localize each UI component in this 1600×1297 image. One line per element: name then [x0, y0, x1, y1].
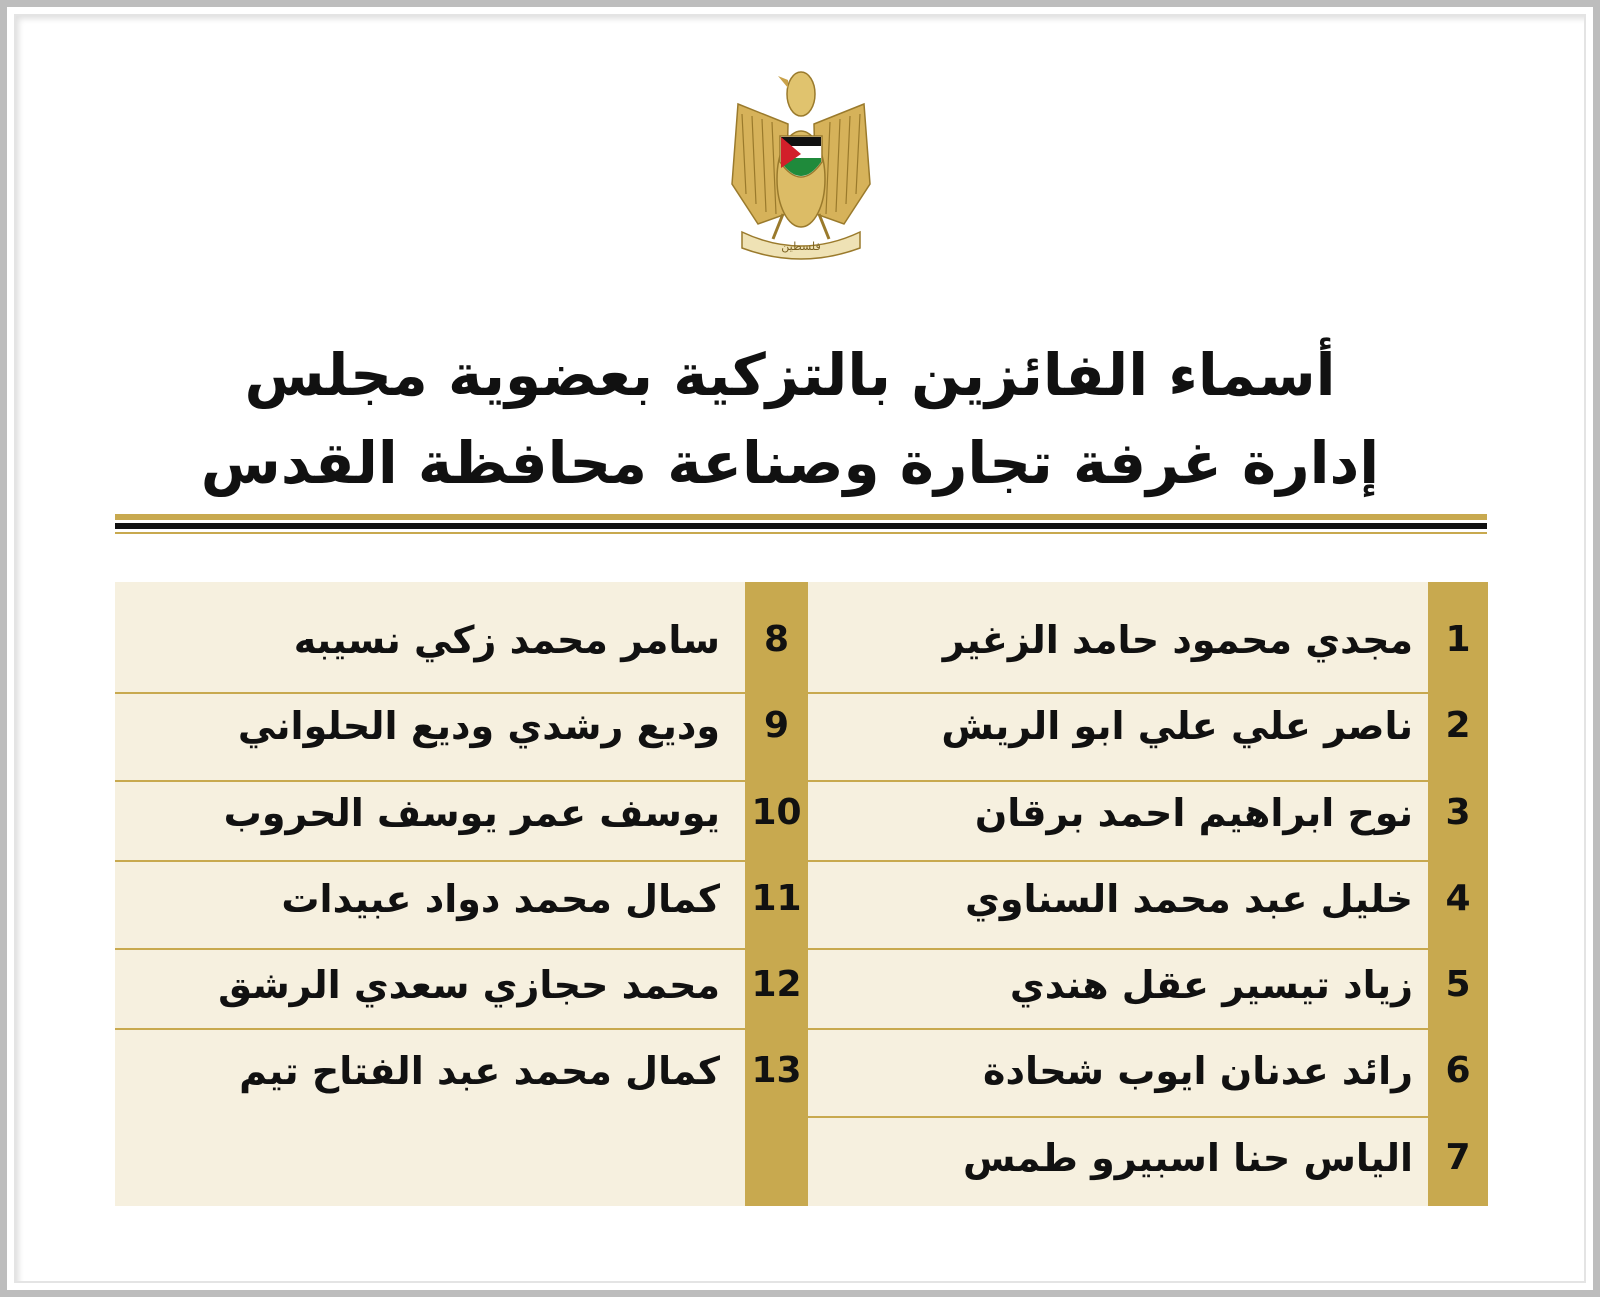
member-number: 8 — [763, 619, 790, 660]
member-name: نوح ابراهيم احمد برقان — [974, 791, 1413, 835]
member-name: كمال محمد عبد الفتاح تيم — [239, 1049, 720, 1093]
member-name: رائد عدنان ايوب شحادة — [983, 1049, 1413, 1093]
list-item — [808, 856, 1488, 942]
member-number: 11 — [751, 878, 802, 919]
list-item — [115, 1028, 808, 1114]
member-number: 12 — [751, 964, 802, 1005]
title-rule-gold-top — [115, 514, 1487, 520]
list-item — [808, 770, 1488, 856]
member-name: محمد حجازي سعدي الرشق — [218, 963, 720, 1007]
list-item — [808, 597, 1488, 683]
list-item — [808, 942, 1488, 1028]
member-name: يوسف عمر يوسف الحروب — [223, 791, 720, 835]
list-item — [808, 1028, 1488, 1114]
list-item — [115, 856, 808, 942]
member-name: كمال محمد دواد عبيدات — [281, 877, 720, 921]
member-number: 13 — [751, 1050, 802, 1091]
member-number: 3 — [1445, 792, 1471, 833]
member-number: 7 — [1445, 1137, 1471, 1178]
member-number: 9 — [763, 705, 790, 746]
member-number: 1 — [1445, 619, 1471, 660]
list-item — [808, 1115, 1488, 1201]
list-item — [808, 683, 1488, 769]
list-item — [115, 942, 808, 1028]
list-item — [115, 597, 808, 683]
list-item — [115, 770, 808, 856]
title-rule-gold-bottom — [115, 532, 1487, 534]
member-name: خليل عبد محمد السناوي — [965, 877, 1413, 921]
list-item — [115, 683, 808, 769]
palestine-eagle-emblem-icon — [728, 64, 874, 262]
page-title-line-1: أسماء الفائزين بالتزكية بعضوية مجلس — [244, 341, 1336, 409]
member-name: سامر محمد زكي نسيبه — [293, 618, 720, 662]
member-name: ناصر علي علي ابو الريش — [941, 704, 1413, 748]
member-number: 2 — [1445, 705, 1471, 746]
page-title-line-2: إدارة غرفة تجارة وصناعة محافظة القدس — [200, 429, 1380, 497]
member-name: مجدي محمود حامد الزغير — [942, 618, 1413, 662]
member-number: 5 — [1445, 964, 1471, 1005]
member-number: 4 — [1445, 878, 1471, 919]
member-name: الياس حنا اسبيرو طمس — [962, 1136, 1413, 1180]
title-rule-black — [115, 523, 1487, 529]
member-number: 10 — [751, 792, 802, 833]
member-name: زياد تيسير عقل هندي — [1009, 963, 1413, 1007]
member-number: 6 — [1445, 1050, 1471, 1091]
member-name: وديع رشدي وديع الحلواني — [237, 704, 720, 748]
emblem-caption: فلسطين — [781, 240, 821, 253]
